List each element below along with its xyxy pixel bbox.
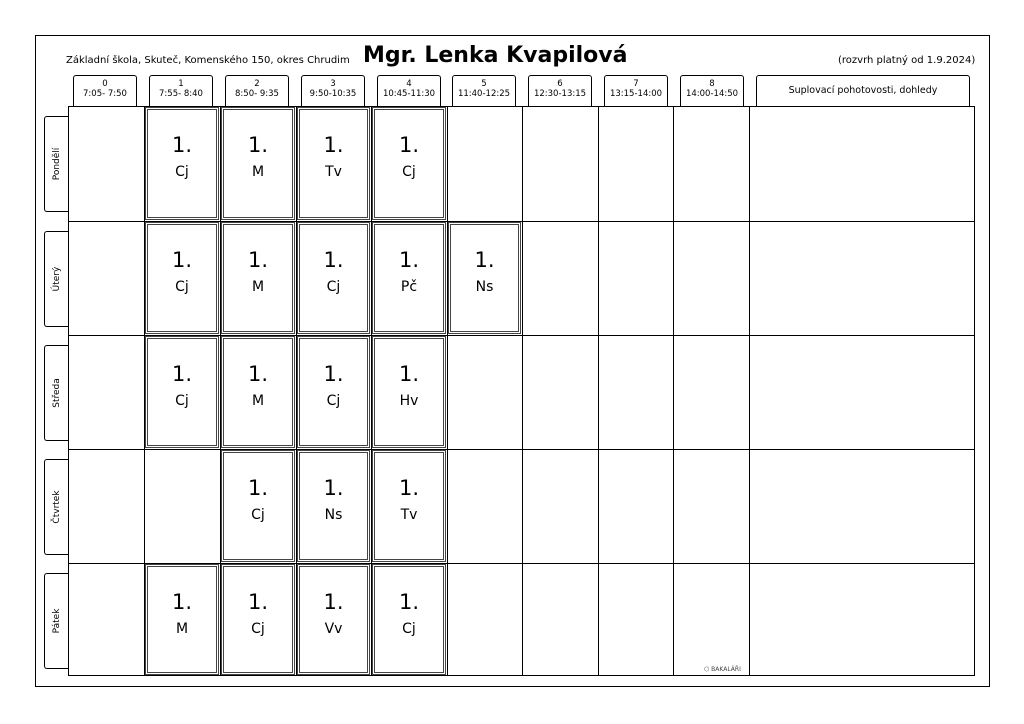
lesson-cell[interactable]: 1. M: [145, 564, 219, 675]
period-header-6: 6 12:30-13:15: [528, 75, 592, 106]
lesson-cell[interactable]: 1. Hv: [372, 336, 446, 448]
lesson-cell[interactable]: 1. Cj: [145, 336, 219, 448]
period-header-5: 5 11:40-12:25: [452, 75, 516, 106]
lesson-cell[interactable]: 1. Cj: [297, 336, 370, 448]
lesson-cell[interactable]: 1. M: [221, 222, 295, 334]
teacher-name: Mgr. Lenka Kvapilová: [363, 43, 628, 68]
lesson-cell[interactable]: 1. Tv: [372, 450, 446, 562]
day-label-tuesday: Úterý: [44, 231, 68, 327]
lesson-cell[interactable]: 1. M: [221, 107, 295, 220]
lesson-cell[interactable]: 1. Cj: [145, 222, 219, 334]
column-divider: [447, 106, 448, 676]
column-divider: [673, 106, 674, 676]
extra-column-header: Suplovací pohotovosti, dohledy: [756, 75, 970, 106]
day-label-friday: Pátek: [44, 573, 68, 669]
column-divider: [598, 106, 599, 676]
lesson-cell[interactable]: 1. Tv: [297, 107, 370, 220]
day-label-monday: Pondělí: [44, 116, 68, 212]
period-header-1: 1 7:55- 8:40: [149, 75, 213, 106]
lesson-cell[interactable]: 1. Ns: [297, 450, 370, 562]
lesson-cell[interactable]: 1. Cj: [221, 564, 295, 675]
lesson-cell[interactable]: 1. Cj: [221, 450, 295, 562]
school-name: Základní škola, Skuteč, Komenského 150, okres Chrudim: [66, 55, 350, 66]
lesson-cell[interactable]: 1. M: [221, 336, 295, 448]
period-header-0: 0 7:05- 7:50: [73, 75, 137, 106]
day-label-wednesday: Středa: [44, 345, 68, 441]
period-header-3: 3 9:50-10:35: [301, 75, 365, 106]
bakalari-logo-icon: ⬡: [704, 666, 710, 673]
bakalari-logo: [704, 666, 741, 673]
column-divider: [749, 106, 750, 676]
period-header-4: 4 10:45-11:30: [377, 75, 441, 106]
lesson-cell[interactable]: 1. Cj: [145, 107, 219, 220]
lesson-cell[interactable]: 1. Vv: [297, 564, 370, 675]
lesson-cell[interactable]: 1. Cj: [297, 222, 370, 334]
lesson-cell[interactable]: 1. Cj: [372, 107, 446, 220]
validity-note: (rozvrh platný od 1.9.2024): [838, 55, 976, 66]
period-header-8: 8 14:00-14:50: [680, 75, 744, 106]
column-divider: [522, 106, 523, 676]
lesson-cell[interactable]: 1. Pč: [372, 222, 446, 334]
lesson-cell[interactable]: 1. Cj: [372, 564, 446, 675]
bakalari-logo-text: BAKALÁŘI: [711, 666, 741, 673]
lesson-cell[interactable]: 1. Ns: [448, 222, 521, 334]
day-label-thursday: Čtvrtek: [44, 459, 68, 555]
period-header-7: 7 13:15-14:00: [604, 75, 668, 106]
period-header-2: 2 8:50- 9:35: [225, 75, 289, 106]
